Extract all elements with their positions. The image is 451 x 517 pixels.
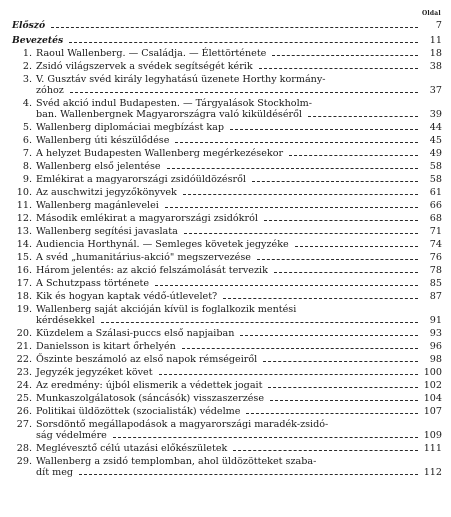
entry-page-number: 58 (429, 161, 442, 172)
toc-entry-first-line (12, 456, 442, 467)
entry-number: 4. (22, 98, 32, 109)
dot-leader (223, 298, 418, 299)
toc-entry (12, 406, 442, 417)
entry-title: Wallenberg magánlevelei (36, 200, 159, 211)
toc-entry (12, 456, 442, 478)
dot-leader (295, 246, 418, 247)
entry-title: Wallenberg első jelentése (36, 161, 161, 172)
toc-entry (12, 161, 442, 172)
entry-page-number: 96 (429, 341, 442, 352)
dot-leader (264, 220, 418, 221)
toc-entry (12, 354, 442, 365)
entry-page-number: 87 (429, 291, 442, 302)
entry-page-number: 7 (435, 20, 442, 31)
entry-title: Raoul Wallenberg. — Családja. — Élettörténete (36, 48, 267, 59)
toc-entry (12, 265, 442, 276)
entry-title: Wallenberg diplomáciai megbízást kap (36, 122, 225, 133)
entry-number: 18. (16, 291, 32, 302)
toc-entry (12, 419, 442, 441)
entry-number: 15. (16, 252, 32, 263)
toc-entry-continuation (12, 85, 442, 96)
toc-entry-first-line (12, 304, 442, 315)
toc-entry (12, 367, 442, 378)
entry-number: 3. (22, 74, 32, 85)
toc-entry (12, 341, 442, 352)
entry-number: 16. (16, 265, 32, 276)
table-of-contents (12, 16, 442, 478)
toc-entry-first-line (12, 74, 442, 85)
entry-title: Előszó (12, 20, 46, 31)
entry-number: 25. (16, 393, 32, 404)
entry-number: 9. (22, 174, 32, 185)
entry-page-number: 71 (429, 226, 442, 237)
dot-leader (289, 155, 418, 156)
entry-number: 24. (16, 380, 32, 391)
dot-leader (252, 181, 418, 182)
toc-entry (12, 61, 442, 72)
dot-leader (263, 361, 418, 362)
entry-title: Jegyzék jegyzéket követ (36, 367, 153, 378)
entry-page-number: 61 (429, 187, 442, 198)
dot-leader (167, 168, 418, 169)
entry-number: 11. (16, 200, 32, 211)
toc-entry-first-line (12, 419, 442, 430)
entry-title-continued: dít meg (36, 467, 74, 478)
entry-title: A svéd „humanitárius-akció" megszervezése (36, 252, 251, 263)
toc-entry (12, 278, 442, 289)
dot-leader (268, 387, 418, 388)
entry-number: 8. (22, 161, 32, 172)
entry-title-continued: zóhoz (36, 85, 64, 96)
toc-entry (12, 328, 442, 339)
entry-page-number: 112 (423, 467, 442, 478)
entry-number: 19. (16, 304, 32, 315)
entry-title: Meglévesztő célú utazási előkészületek (36, 443, 228, 454)
toc-entry-continuation (12, 109, 442, 120)
entry-page-number: 45 (429, 135, 442, 146)
entry-number: 29. (16, 456, 32, 467)
entry-number: 5. (22, 122, 32, 133)
entry-title: Zsidó világszervek a svédek segítségét kérik (36, 61, 253, 72)
entry-number: 17. (16, 278, 32, 289)
dot-leader (233, 450, 418, 451)
entry-title: Svéd akció indul Budapesten. — Tárgyalások Stockholm- (36, 98, 312, 109)
entry-title: V. Gusztáv svéd király legyhatású üzenete Horthy kormány- (36, 74, 326, 85)
entry-number: 2. (22, 61, 32, 72)
dot-leader (69, 42, 418, 43)
entry-number: 20. (16, 328, 32, 339)
dot-leader (308, 116, 418, 117)
entry-title: Három jelentés: az akció felszámolását tervezik (36, 265, 268, 276)
dot-leader (257, 259, 418, 260)
entry-page-number: 98 (429, 354, 442, 365)
entry-page-number: 85 (429, 278, 442, 289)
dot-leader (270, 400, 418, 401)
dot-leader (51, 27, 418, 28)
entry-page-number: 39 (429, 109, 442, 120)
dot-leader (240, 335, 418, 336)
entry-page-number: 68 (429, 213, 442, 224)
entry-number: 12. (16, 213, 32, 224)
toc-entry (12, 393, 442, 404)
toc-entry (12, 304, 442, 326)
entry-title: Küzdelem a Szálasi-puccs első napjaiban (36, 328, 235, 339)
toc-entry (12, 200, 442, 211)
entry-page-number: 107 (423, 406, 442, 417)
entry-number: 1. (22, 48, 32, 59)
entry-page-number: 93 (429, 328, 442, 339)
dot-leader (259, 68, 418, 69)
toc-entry (12, 148, 442, 159)
dot-leader (246, 413, 418, 414)
entry-page-number: 11 (429, 35, 442, 46)
dot-leader (70, 92, 418, 93)
entry-title: Wallenberg segítési javaslata (36, 226, 178, 237)
entry-title: Danielsson is kitart őrhelyén (36, 341, 176, 352)
dot-leader (155, 285, 418, 286)
entry-title: Sorsdöntő megállapodások a magyarországi maradék-zsidó- (36, 419, 329, 430)
entry-number: 27. (16, 419, 32, 430)
entry-title: Bevezetés (12, 35, 64, 46)
dot-leader (274, 272, 418, 273)
toc-entry (12, 291, 442, 302)
toc-entry-continuation (12, 467, 442, 478)
entry-number: 7. (22, 148, 32, 159)
toc-entry (12, 213, 442, 224)
entry-page-number: 102 (423, 380, 442, 391)
dot-leader (182, 348, 418, 349)
entry-title: Az auschwitzi jegyzőkönyvek (36, 187, 177, 198)
toc-entry (12, 187, 442, 198)
entry-title: Wallenberg a zsidó templomban, ahol üldözötteket szaba- (36, 456, 317, 467)
entry-page-number: 104 (423, 393, 442, 404)
dot-leader (183, 194, 418, 195)
toc-entry (12, 443, 442, 454)
entry-title: Kik és hogyan kaptak védő-útlevelet? (36, 291, 218, 302)
entry-number: 23. (16, 367, 32, 378)
entry-number: 26. (16, 406, 32, 417)
dot-leader (165, 207, 418, 208)
entry-number: 22. (16, 354, 32, 365)
entry-title: Emlékirat a magyarországi zsidóüldözésről (36, 174, 246, 185)
entry-page-number: 78 (429, 265, 442, 276)
entry-title: Az eredmény: újból elismerik a védettek jogait (36, 380, 263, 391)
entry-title: A helyzet Budapesten Wallenberg megérkezésekor (36, 148, 284, 159)
entry-title-continued: ban. Wallenbergnek Magyarországra való kiküldéséről (36, 109, 302, 120)
toc-entry (12, 20, 442, 31)
entry-page-number: 74 (429, 239, 442, 250)
dot-leader (159, 374, 418, 375)
entry-title-continued: kérdésekkel (36, 315, 95, 326)
entry-page-number: 44 (429, 122, 442, 133)
entry-title: Második emlékirat a magyarországi zsidókról (36, 213, 258, 224)
toc-entry (12, 380, 442, 391)
dot-leader (272, 55, 418, 56)
toc-entry (12, 252, 442, 263)
dot-leader (101, 322, 418, 323)
page-column-header: Oldal (422, 10, 441, 17)
entry-title: Audiencia Horthynál. — Semleges követek jegyzéke (36, 239, 289, 250)
entry-number: 21. (16, 341, 32, 352)
entry-page-number: 91 (429, 315, 442, 326)
toc-entry (12, 174, 442, 185)
dot-leader (175, 142, 418, 143)
entry-title: Politikai üldözöttek (szocialisták) védelme (36, 406, 241, 417)
toc-entry (12, 35, 442, 46)
entry-page-number: 49 (429, 148, 442, 159)
toc-entry (12, 74, 442, 96)
dot-leader (113, 437, 418, 438)
toc-entry-continuation (12, 430, 442, 441)
toc-entry (12, 122, 442, 133)
entry-title: Wallenberg saját akcióján kívül is foglalkozik mentési (36, 304, 297, 315)
entry-page-number: 58 (429, 174, 442, 185)
toc-entry-continuation (12, 315, 442, 326)
toc-entry (12, 135, 442, 146)
entry-page-number: 76 (429, 252, 442, 263)
entry-page-number: 37 (429, 85, 442, 96)
entry-number: 6. (22, 135, 32, 146)
toc-entry (12, 239, 442, 250)
entry-number: 13. (16, 226, 32, 237)
toc-entry (12, 98, 442, 120)
entry-number: 28. (16, 443, 32, 454)
entry-title: Wallenberg úti készülődése (36, 135, 170, 146)
toc-entry-first-line (12, 98, 442, 109)
entry-number: 14. (16, 239, 32, 250)
entry-page-number: 38 (429, 61, 442, 72)
entry-page-number: 66 (429, 200, 442, 211)
dot-leader (184, 233, 418, 234)
entry-title: Munkaszolgálatosok (sáncásók) visszaszerzése (36, 393, 265, 404)
entry-number: 10. (16, 187, 32, 198)
entry-title-continued: ság védelmére (36, 430, 107, 441)
dot-leader (230, 129, 418, 130)
entry-page-number: 109 (423, 430, 442, 441)
entry-page-number: 111 (423, 443, 442, 454)
dot-leader (79, 474, 418, 475)
entry-title: Őszinte beszámoló az első napok rémségeiről (36, 354, 258, 365)
entry-page-number: 18 (429, 48, 442, 59)
toc-entry (12, 48, 442, 59)
toc-entry (12, 226, 442, 237)
entry-page-number: 100 (423, 367, 442, 378)
entry-title: A Schutzpass története (36, 278, 150, 289)
